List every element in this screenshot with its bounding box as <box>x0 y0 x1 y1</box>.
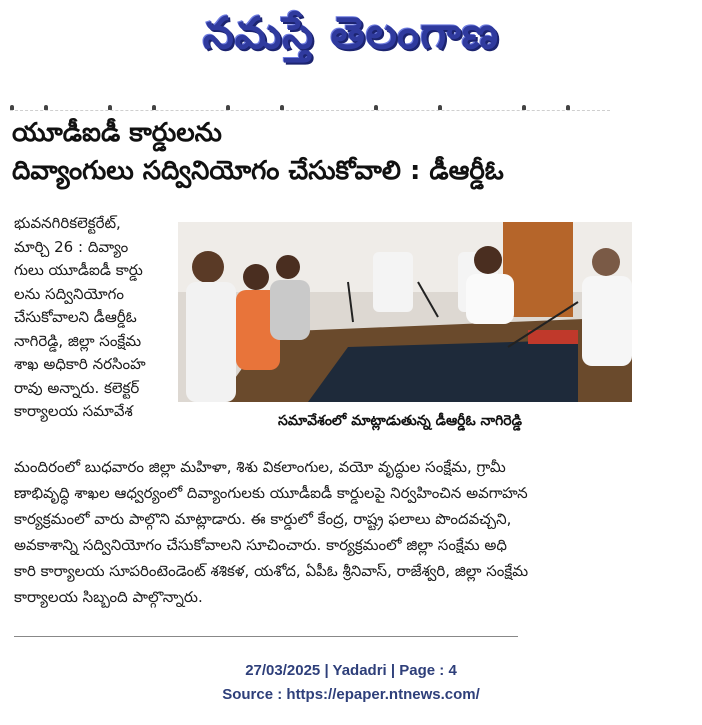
text-line: కార్యాలయ సిబ్బంది పాల్గొన్నారు. <box>14 588 203 606</box>
photo-caption: సమావేశంలో మాట్లాడుతున్న డీఆర్డీఓ నాగిరెడ్డి <box>278 413 522 429</box>
footer-source-line: Source : https://epaper.ntnews.com/ <box>222 686 480 703</box>
text-line: కార్యక్రమంలో వారు పాల్గొని మాట్లాడారు. ఈ కార్డులో కేంద్ర, రాష్ట్ర ఫలాలు పొందవచ్చని, <box>14 510 512 528</box>
text-line: శాఖ అధికారి నరసింహ <box>14 355 146 373</box>
article-left-column <box>14 212 174 424</box>
text-line: కారి కార్యాలయ సూపరింటెండెంట్ శశికళ, యశోద, ఏపీఓ శ్రీనివాస్, రాజేశ్వరి, జిల్లా సంక్షేమ <box>14 562 529 580</box>
text-line: లను సద్వినియోగం <box>14 284 124 303</box>
article-photo <box>178 222 632 402</box>
text-line: కార్యాలయ సమావేశ <box>14 402 133 420</box>
text-line: గులు యూడీఐడీ కార్డు <box>14 261 143 279</box>
text-line: నాగిరెడ్డి, జిల్లా సంక్షేమ <box>14 331 142 350</box>
divider <box>14 636 518 637</box>
text-line: భువనగిరికలెక్టరేట్, <box>14 214 121 232</box>
newspaper-logo: నమస్తే తెలంగాణ <box>202 8 500 59</box>
text-line: మందిరంలో బుధవారం జిల్లా మహిళా, శిశు వికలాంగుల, వయో వృద్ధుల సంక్షేమ, గ్రామీ <box>14 458 506 476</box>
article-body <box>14 454 634 610</box>
text-line: చేసుకోవాలని డీఆర్డీఓ <box>14 308 137 326</box>
headline-line-1: యూడీఐడీ కార్డులను <box>12 118 222 148</box>
cut-off-text-fragment <box>10 96 610 111</box>
meeting-photo-illustration <box>178 222 632 402</box>
text-line: ణాభివృద్ధి శాఖల ఆధ్వర్యంలో దివ్యాంగులకు యూడీఐడీ కార్డులపై నిర్వహించిన అవగాహన <box>14 484 528 502</box>
headline-line-2: దివ్యాంగులు సద్వినియోగం చేసుకోవాలి : డీఆర్డీఓ <box>12 156 504 186</box>
text-line: మార్చి 26 : దివ్యాం <box>14 237 129 256</box>
text-line: అవకాశాన్ని సద్వినియోగం చేసుకోవాలని సూచించారు. కార్యక్రమంలో జిల్లా సంక్షేమ అధి <box>14 536 507 554</box>
footer-date-line: 27/03/2025 | Yadadri | Page : 4 <box>245 662 457 679</box>
masthead <box>0 4 702 82</box>
text-line: రావు అన్నారు. కలెక్టర్ <box>14 378 140 397</box>
